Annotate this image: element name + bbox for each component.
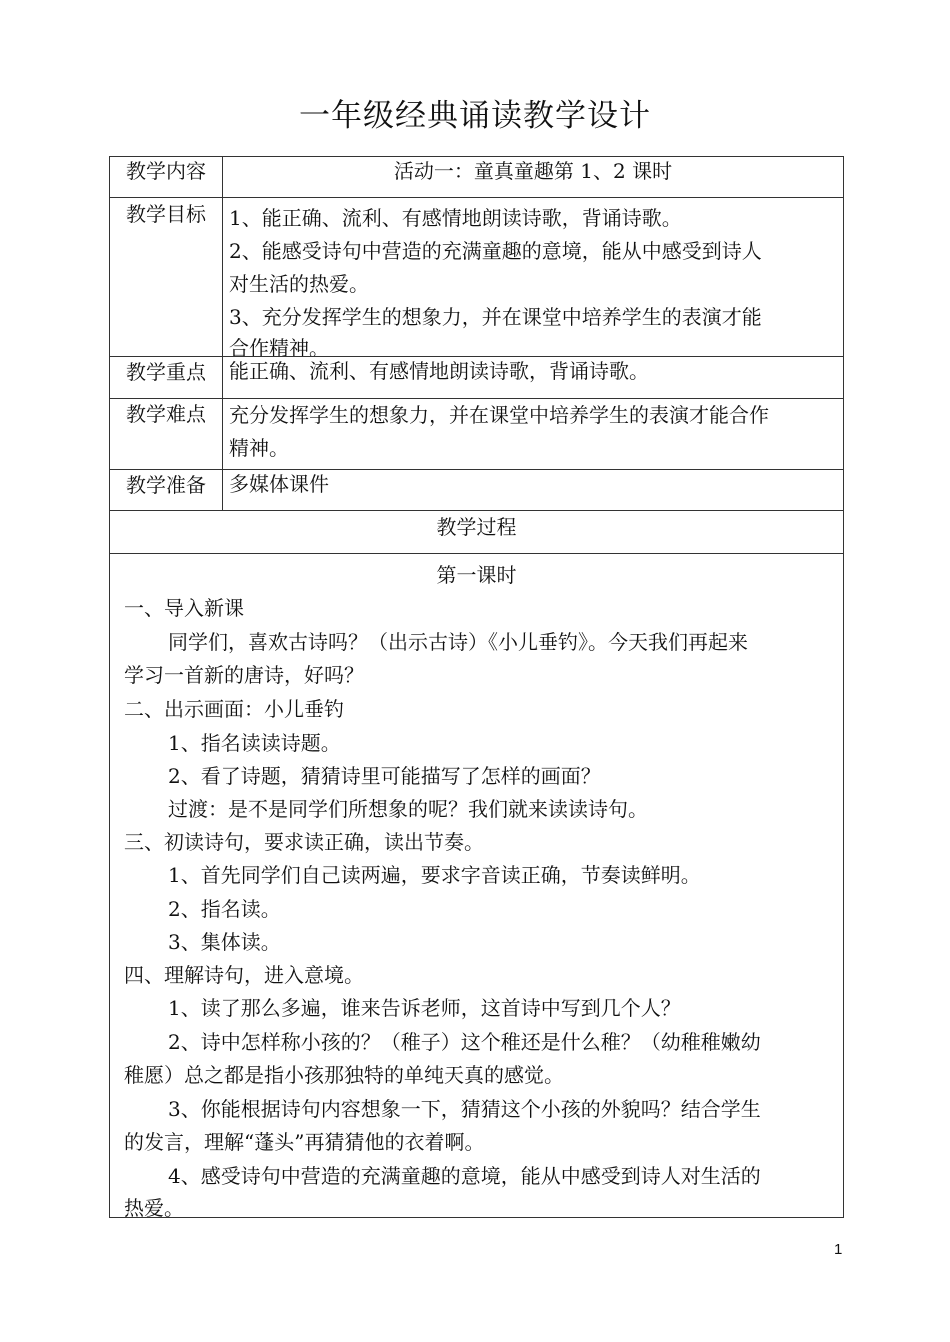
label-objectives: 教学目标 bbox=[126, 202, 206, 226]
lesson-line: 2、指名读。 bbox=[168, 897, 281, 921]
difficulties-line: 充分发挥学生的想象力，并在课堂中培养学生的表演才能合作 bbox=[229, 403, 769, 427]
lesson-line: 稚愿）总之都是指小孩那独特的单纯天真的感觉。 bbox=[124, 1063, 564, 1087]
row-divider bbox=[109, 510, 844, 511]
lesson-line: 二、出示画面：小儿垂钓 bbox=[124, 697, 344, 721]
lesson-line: 4、感受诗句中营造的充满童趣的意境，能从中感受到诗人对生活的 bbox=[168, 1164, 761, 1188]
lesson-heading: 第一课时 bbox=[436, 563, 517, 587]
value-content: 活动一：童真童趣第 1、2 课时 bbox=[393, 159, 673, 183]
process-header: 教学过程 bbox=[436, 515, 517, 539]
objectives-line: 2、能感受诗句中营造的充满童趣的意境，能从中感受到诗人 bbox=[229, 239, 762, 263]
document-title: 一年级经典诵读教学设计 bbox=[299, 98, 651, 134]
lesson-line: 3、集体读。 bbox=[168, 930, 281, 954]
lesson-line: 同学们，喜欢古诗吗？（出示古诗）《小儿垂钓》。今天我们再起来 bbox=[168, 630, 748, 654]
lesson-line: 三、初读诗句，要求读正确，读出节奏。 bbox=[124, 830, 484, 854]
label-key-points: 教学重点 bbox=[126, 360, 206, 384]
lesson-line: 的发言，理解“蓬头”再猜猜他的衣着啊。 bbox=[124, 1130, 485, 1154]
label-difficulties: 教学难点 bbox=[126, 402, 206, 426]
lesson-line: 1、读了那么多遍，谁来告诉老师，这首诗中写到几个人？ bbox=[168, 996, 681, 1020]
value-preparation: 多媒体课件 bbox=[229, 472, 329, 496]
label-content: 教学内容 bbox=[126, 159, 206, 183]
lesson-line: 学习一首新的唐诗，好吗？ bbox=[124, 663, 364, 687]
objectives-line: 合作精神。 bbox=[229, 336, 329, 356]
objectives-line: 1、能正确、流利、有感情地朗读诗歌，背诵诗歌。 bbox=[229, 206, 682, 230]
objectives-line: 3、充分发挥学生的想象力，并在课堂中培养学生的表演才能 bbox=[229, 305, 762, 329]
lesson-line: 3、你能根据诗句内容想象一下，猜猜这个小孩的外貌吗？结合学生 bbox=[168, 1097, 761, 1121]
page-number: 1 bbox=[834, 1241, 843, 1258]
lesson-line: 过渡：是不是同学们所想象的呢？我们就来读读诗句。 bbox=[168, 797, 648, 821]
lesson-line: 一、导入新课 bbox=[124, 596, 244, 620]
lesson-line: 四、理解诗句，进入意境。 bbox=[124, 963, 364, 987]
objectives-line: 对生活的热爱。 bbox=[229, 272, 369, 296]
lesson-line: 2、诗中怎样称小孩的？（稚子）这个稚还是什么稚？（幼稚稚嫩幼 bbox=[168, 1030, 761, 1054]
lesson-line: 1、首先同学们自己读两遍，要求字音读正确，节奏读鲜明。 bbox=[168, 863, 701, 887]
lesson-line: 1、指名读读诗题。 bbox=[168, 731, 341, 755]
difficulties-line: 精神。 bbox=[229, 436, 289, 460]
objectives-cell bbox=[223, 198, 843, 356]
lesson-line: 热爱。 bbox=[124, 1196, 184, 1217]
value-key-points: 能正确、流利、有感情地朗读诗歌，背诵诗歌。 bbox=[229, 359, 649, 383]
label-preparation: 教学准备 bbox=[126, 473, 206, 497]
lesson-cell bbox=[110, 554, 843, 1217]
lesson-line: 2、看了诗题，猜猜诗里可能描写了怎样的画面？ bbox=[168, 764, 601, 788]
